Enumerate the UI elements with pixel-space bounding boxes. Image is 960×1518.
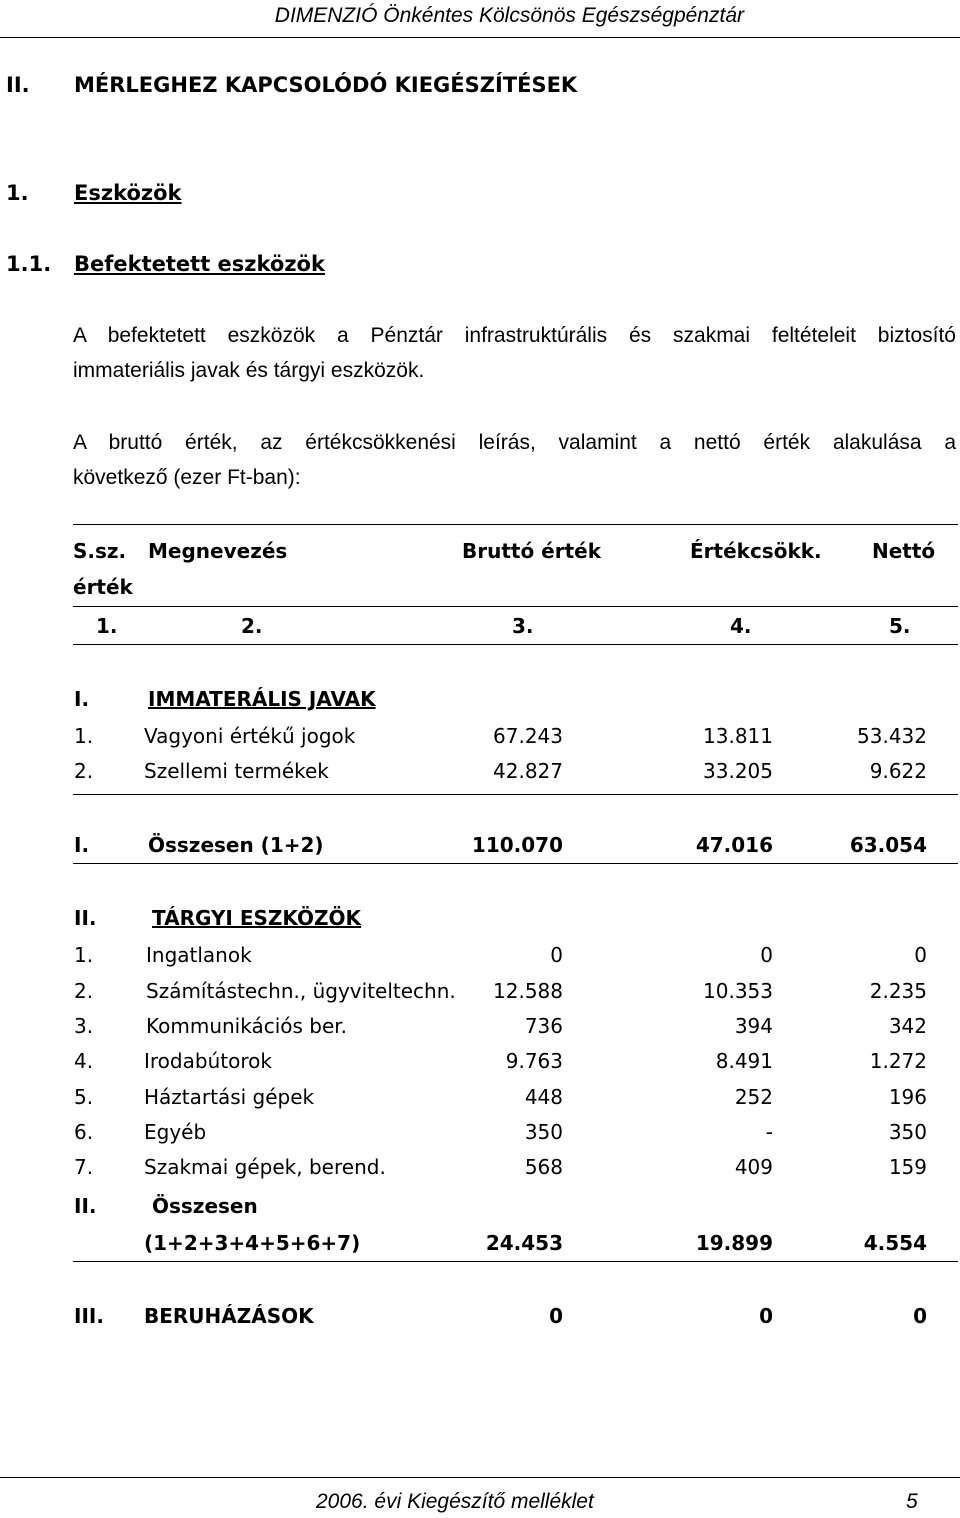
row-brutto: 448: [524, 1085, 563, 1109]
row-number: 2.: [74, 759, 94, 783]
row-netto: 342: [888, 1014, 927, 1038]
col-header-ecs: Értékcsökk.: [690, 539, 822, 563]
row-brutto: 568: [524, 1155, 563, 1179]
total-netto: 4.554: [863, 1231, 927, 1255]
row-ecs: 8.491: [715, 1049, 773, 1073]
total-brutto: 110.070: [471, 833, 563, 857]
row-number: 6.: [74, 1120, 94, 1144]
row-netto: 53.432: [857, 724, 927, 748]
row-netto: 9.622: [869, 759, 927, 783]
row-brutto: 12.588: [493, 979, 563, 1003]
total-ecs: 19.899: [695, 1231, 773, 1255]
table-rule: [73, 644, 958, 645]
col-header-name: Megnevezés: [148, 539, 288, 563]
row-number: 4.: [74, 1049, 94, 1073]
col-header-brutto: Bruttó érték: [462, 539, 602, 563]
row-ecs: 409: [734, 1155, 773, 1179]
row-ecs: 33.205: [703, 759, 773, 783]
document-header: DIMENZIÓ Önkéntes Kölcsönös Egészségpénztár: [274, 4, 744, 27]
row-brutto: 67.243: [493, 724, 563, 748]
total-ecs: 47.016: [695, 833, 773, 857]
row-name: Egyéb: [144, 1120, 207, 1144]
col-number: 2.: [241, 614, 263, 638]
row-brutto: 42.827: [493, 759, 563, 783]
total-netto: 0: [913, 1304, 927, 1328]
row-name: Vagyoni értékű jogok: [144, 724, 356, 748]
row-netto: 1.272: [869, 1049, 927, 1073]
row-number: 1.: [74, 724, 94, 748]
row-name: Szakmai gépek, berend.: [144, 1155, 386, 1179]
row-number: 3.: [74, 1014, 94, 1038]
total-netto: 63.054: [849, 833, 927, 857]
header-divider: [0, 37, 960, 38]
row-number: 5.: [74, 1085, 94, 1109]
total-name: Összesen (1+2): [148, 833, 324, 857]
footer-text: 2006. évi Kiegészítő melléklet: [316, 1490, 594, 1513]
col-number: 3.: [512, 614, 534, 638]
table-rule: [73, 1261, 958, 1262]
total-brutto: 0: [549, 1304, 563, 1328]
total-number: III.: [74, 1304, 104, 1328]
row-name: Kommunikációs ber.: [146, 1014, 348, 1038]
section-title: MÉRLEGHEZ KAPCSOLÓDÓ KIEGÉSZÍTÉSEK: [74, 73, 578, 97]
col-number: 4.: [730, 614, 752, 638]
row-name: Irodabútorok: [144, 1049, 272, 1073]
col-number: 1.: [96, 614, 118, 638]
col-header-netto-cont: érték: [73, 575, 133, 599]
row-brutto: 0: [550, 943, 563, 967]
paragraph-line: következő (ezer Ft-ban):: [73, 466, 301, 489]
row-name: Háztartási gépek: [144, 1085, 315, 1109]
row-name: Szellemi termékek: [144, 759, 329, 783]
table-header-rule: [73, 606, 958, 607]
row-brutto: 736: [524, 1014, 563, 1038]
total-name: Összesen: [152, 1194, 258, 1218]
paragraph-line: A bruttó érték, az értékcsökkenési leírás, valamint a nettó érték alakulása a: [73, 431, 956, 454]
table-rule: [73, 794, 958, 795]
row-number: 7.: [74, 1155, 94, 1179]
subsubsection-title: Befektetett eszközök: [74, 252, 325, 276]
col-header-netto: Nettó: [872, 539, 936, 563]
row-number: 1.: [74, 943, 94, 967]
row-ecs: 13.811: [703, 724, 773, 748]
footer-divider: [0, 1477, 960, 1478]
row-number: 2.: [74, 979, 94, 1003]
row-brutto: 350: [524, 1120, 563, 1144]
total-number: I.: [74, 833, 90, 857]
row-brutto: 9.763: [505, 1049, 563, 1073]
total-ecs: 0: [759, 1304, 773, 1328]
subsection-number: 1.: [6, 181, 29, 205]
row-netto: 2.235: [869, 979, 927, 1003]
paragraph-line: immateriális javak és tárgyi eszközök.: [73, 359, 425, 382]
row-name: Ingatlanok: [146, 943, 252, 967]
section-number: II.: [6, 73, 30, 97]
row-netto: 350: [888, 1120, 927, 1144]
table-top-rule: [73, 524, 958, 525]
row-ecs: 0: [760, 943, 773, 967]
row-ecs: -: [765, 1120, 773, 1144]
row-ecs: 252: [734, 1085, 773, 1109]
subsection-title: Eszközök: [74, 181, 182, 205]
paragraph-line: A befektetett eszközök a Pénztár infrastruktúrális és szakmai feltételeit biztosító: [73, 324, 956, 347]
table-rule: [73, 863, 958, 864]
row-ecs: 10.353: [703, 979, 773, 1003]
row-netto: 0: [914, 943, 927, 967]
group-number: II.: [74, 906, 97, 930]
total-brutto: 24.453: [485, 1231, 563, 1255]
col-number: 5.: [889, 614, 911, 638]
group-title: TÁRGYI ESZKÖZÖK: [152, 906, 362, 930]
row-netto: 159: [888, 1155, 927, 1179]
total-name-formula: (1+2+3+4+5+6+7): [144, 1231, 361, 1255]
group-number: I.: [74, 687, 90, 711]
row-name: Számítástechn., ügyviteltechn.: [146, 979, 456, 1003]
subsubsection-number: 1.1.: [6, 252, 52, 276]
group-title: IMMATERÁLIS JAVAK: [148, 687, 376, 711]
total-number: II.: [74, 1194, 97, 1218]
row-netto: 196: [888, 1085, 927, 1109]
col-header-ssz: S.sz.: [73, 539, 127, 563]
total-name: BERUHÁZÁSOK: [144, 1304, 314, 1328]
row-ecs: 394: [734, 1014, 773, 1038]
page-number: 5: [906, 1490, 918, 1513]
